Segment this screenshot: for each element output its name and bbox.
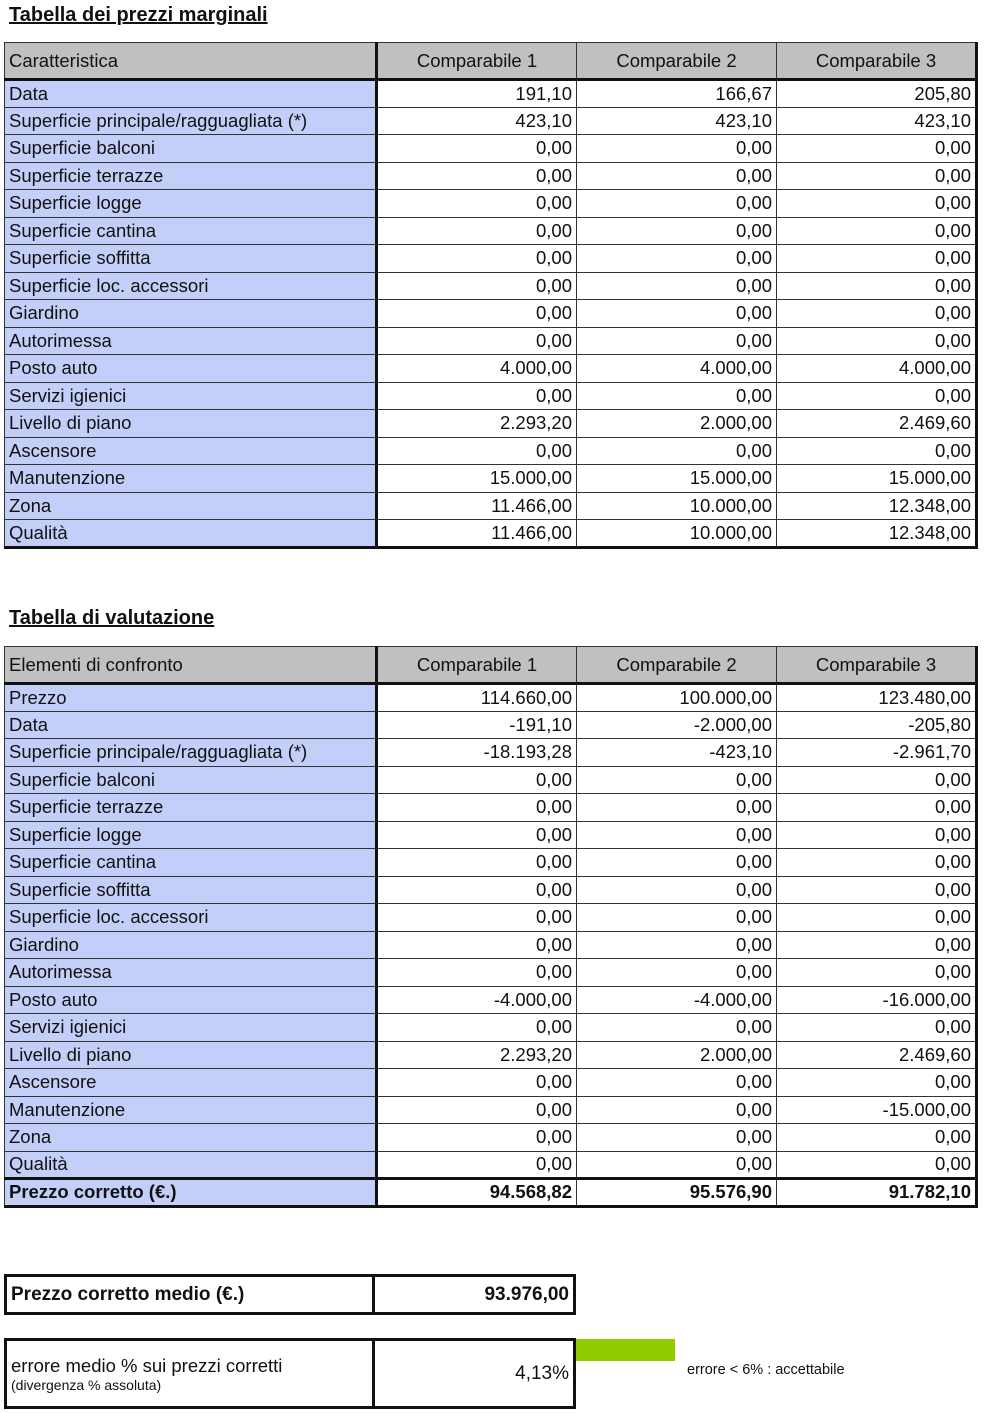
- row-label: Superficie cantina: [5, 217, 377, 245]
- row-label: Superficie loc. accessori: [5, 904, 377, 932]
- cell-value: 0,00: [377, 1151, 577, 1179]
- cell-value: 0,00: [577, 849, 777, 877]
- cell-value: 166,67: [577, 80, 777, 108]
- row-label: Qualità: [5, 1151, 377, 1179]
- cell-value: 11.466,00: [377, 492, 577, 520]
- acceptability-indicator: [576, 1339, 675, 1361]
- table-row: [5, 135, 977, 163]
- table-row: [5, 382, 977, 410]
- row-label: Servizi igienici: [5, 1014, 377, 1042]
- cell-value: 0,00: [577, 135, 777, 163]
- row-label: Giardino: [5, 931, 377, 959]
- column-header: Comparabile 3: [777, 43, 977, 80]
- cell-value: 2.469,60: [777, 410, 977, 438]
- cell-value: 0,00: [777, 821, 977, 849]
- cell-value: 0,00: [577, 162, 777, 190]
- cell-value: 12.348,00: [777, 492, 977, 520]
- error-sublabel: (divergenza % assoluta): [11, 1376, 162, 1393]
- cell-value: -2.000,00: [577, 711, 777, 739]
- cell-value: 10.000,00: [577, 520, 777, 548]
- cell-value: 0,00: [577, 190, 777, 218]
- header-row: [5, 647, 977, 684]
- cell-value: 0,00: [577, 382, 777, 410]
- cell-value: 0,00: [777, 849, 977, 877]
- cell-value: 0,00: [377, 1069, 577, 1097]
- row-label: Superficie soffitta: [5, 876, 377, 904]
- error-label: errore medio % sui prezzi corretti: [11, 1354, 283, 1376]
- cell-value: 0,00: [377, 190, 577, 218]
- row-label: Ascensore: [5, 437, 377, 465]
- column-header: Comparabile 1: [377, 43, 577, 80]
- marginal-table-title: Tabella dei prezzi marginali: [9, 4, 268, 26]
- table-row: [5, 300, 977, 328]
- table-row: [5, 217, 977, 245]
- column-header: Comparabile 3: [777, 647, 977, 684]
- column-header: Comparabile 2: [577, 647, 777, 684]
- cell-value: -18.193,28: [377, 739, 577, 767]
- cell-value: 100.000,00: [577, 684, 777, 712]
- table-row: [5, 245, 977, 273]
- table-row: [5, 272, 977, 300]
- cell-value: 2.000,00: [577, 410, 777, 438]
- table-row: [5, 190, 977, 218]
- total-value: 94.568,82: [377, 1179, 577, 1207]
- cell-value: 191,10: [377, 80, 577, 108]
- column-header: Caratteristica: [5, 43, 377, 80]
- cell-value: 0,00: [577, 1096, 777, 1124]
- cell-value: 0,00: [377, 327, 577, 355]
- cell-value: 0,00: [577, 1151, 777, 1179]
- cell-value: 0,00: [577, 1014, 777, 1042]
- total-label: Prezzo corretto (€.): [5, 1179, 377, 1207]
- header-row: [5, 43, 977, 80]
- cell-value: 0,00: [377, 245, 577, 273]
- cell-value: 114.660,00: [377, 684, 577, 712]
- error-box: [4, 1338, 576, 1409]
- table-row: [5, 986, 977, 1014]
- table-row: [5, 849, 977, 877]
- row-label: Superficie loc. accessori: [5, 272, 377, 300]
- cell-value: 0,00: [777, 904, 977, 932]
- column-header: Comparabile 2: [577, 43, 777, 80]
- cell-value: 0,00: [377, 794, 577, 822]
- cell-value: 423,10: [577, 107, 777, 135]
- cell-value: 4.000,00: [577, 355, 777, 383]
- cell-value: 0,00: [377, 1124, 577, 1152]
- cell-value: 0,00: [777, 162, 977, 190]
- avg-corrected-price-box: [4, 1274, 576, 1315]
- row-label: Livello di piano: [5, 1041, 377, 1069]
- cell-value: 0,00: [577, 766, 777, 794]
- table-row: [5, 684, 977, 712]
- cell-value: -205,80: [777, 711, 977, 739]
- row-label: Superficie principale/ragguagliata (*): [5, 739, 377, 767]
- cell-value: 15.000,00: [377, 465, 577, 493]
- cell-value: 10.000,00: [577, 492, 777, 520]
- table-row: [5, 327, 977, 355]
- cell-value: 0,00: [777, 437, 977, 465]
- table-row: [5, 794, 977, 822]
- cell-value: 0,00: [377, 1014, 577, 1042]
- table-row: [5, 931, 977, 959]
- avg-price-label: Prezzo corretto medio (€.): [7, 1277, 375, 1312]
- cell-value: 12.348,00: [777, 520, 977, 548]
- cell-value: 0,00: [377, 1096, 577, 1124]
- cell-value: 0,00: [777, 1069, 977, 1097]
- column-header: Elementi di confronto: [5, 647, 377, 684]
- cell-value: 0,00: [377, 766, 577, 794]
- cell-value: -16.000,00: [777, 986, 977, 1014]
- cell-value: 15.000,00: [777, 465, 977, 493]
- table-row: [5, 1041, 977, 1069]
- cell-value: 0,00: [777, 382, 977, 410]
- row-label: Manutenzione: [5, 1096, 377, 1124]
- cell-value: 0,00: [777, 272, 977, 300]
- row-label: Prezzo: [5, 684, 377, 712]
- row-label: Superficie cantina: [5, 849, 377, 877]
- valuation-table-title: Tabella di valutazione: [9, 607, 215, 629]
- row-label: Superficie terrazze: [5, 162, 377, 190]
- cell-value: 0,00: [577, 1069, 777, 1097]
- cell-value: 0,00: [777, 245, 977, 273]
- row-label: Autorimessa: [5, 959, 377, 987]
- cell-value: 0,00: [377, 272, 577, 300]
- cell-value: 0,00: [577, 1124, 777, 1152]
- table-row: [5, 904, 977, 932]
- table-row: [5, 739, 977, 767]
- table-row: [5, 876, 977, 904]
- cell-value: 0,00: [377, 382, 577, 410]
- table-row: [5, 162, 977, 190]
- row-label: Superficie terrazze: [5, 794, 377, 822]
- total-row: [5, 1179, 977, 1207]
- table-row: [5, 107, 977, 135]
- table-row: [5, 465, 977, 493]
- cell-value: 0,00: [577, 300, 777, 328]
- cell-value: -4.000,00: [377, 986, 577, 1014]
- cell-value: 0,00: [777, 931, 977, 959]
- table-row: [5, 821, 977, 849]
- cell-value: 0,00: [577, 904, 777, 932]
- row-label: Superficie logge: [5, 190, 377, 218]
- table-row: [5, 711, 977, 739]
- row-label: Data: [5, 80, 377, 108]
- cell-value: 0,00: [777, 959, 977, 987]
- row-label: Zona: [5, 1124, 377, 1152]
- cell-value: -15.000,00: [777, 1096, 977, 1124]
- error-value: 4,13%: [515, 1362, 569, 1384]
- table-row: [5, 437, 977, 465]
- cell-value: 423,10: [777, 107, 977, 135]
- cell-value: 0,00: [777, 1014, 977, 1042]
- cell-value: 2.293,20: [377, 410, 577, 438]
- cell-value: 0,00: [777, 190, 977, 218]
- row-label: Livello di piano: [5, 410, 377, 438]
- row-label: Zona: [5, 492, 377, 520]
- cell-value: -4.000,00: [577, 986, 777, 1014]
- cell-value: 0,00: [377, 904, 577, 932]
- cell-value: 4.000,00: [777, 355, 977, 383]
- table-row: [5, 1069, 977, 1097]
- error-label-cell: [7, 1341, 375, 1406]
- avg-price-value: 93.976,00: [484, 1283, 569, 1305]
- cell-value: 0,00: [377, 135, 577, 163]
- cell-value: 0,00: [577, 245, 777, 273]
- cell-value: 0,00: [377, 821, 577, 849]
- cell-value: 0,00: [577, 959, 777, 987]
- row-label: Superficie soffitta: [5, 245, 377, 273]
- valuation-table: [4, 646, 978, 1208]
- cell-value: 0,00: [777, 135, 977, 163]
- total-value: 95.576,90: [577, 1179, 777, 1207]
- table-row: [5, 1124, 977, 1152]
- cell-value: 4.000,00: [377, 355, 577, 383]
- table-row: [5, 1151, 977, 1179]
- cell-value: 0,00: [377, 437, 577, 465]
- cell-value: 0,00: [377, 959, 577, 987]
- row-label: Manutenzione: [5, 465, 377, 493]
- cell-value: -191,10: [377, 711, 577, 739]
- table-row: [5, 492, 977, 520]
- row-label: Data: [5, 711, 377, 739]
- cell-value: 0,00: [777, 300, 977, 328]
- cell-value: 0,00: [777, 1151, 977, 1179]
- table-row: [5, 410, 977, 438]
- cell-value: 0,00: [377, 162, 577, 190]
- cell-value: 11.466,00: [377, 520, 577, 548]
- row-label: Superficie logge: [5, 821, 377, 849]
- row-label: Servizi igienici: [5, 382, 377, 410]
- row-label: Superficie principale/ragguagliata (*): [5, 107, 377, 135]
- cell-value: -423,10: [577, 739, 777, 767]
- cell-value: 0,00: [777, 217, 977, 245]
- cell-value: 0,00: [377, 876, 577, 904]
- column-header: Comparabile 1: [377, 647, 577, 684]
- cell-value: 15.000,00: [577, 465, 777, 493]
- row-label: Ascensore: [5, 1069, 377, 1097]
- row-label: Giardino: [5, 300, 377, 328]
- cell-value: 0,00: [377, 931, 577, 959]
- row-label: Qualità: [5, 520, 377, 548]
- cell-value: 423,10: [377, 107, 577, 135]
- table-row: [5, 1096, 977, 1124]
- table-row: [5, 1014, 977, 1042]
- cell-value: 205,80: [777, 80, 977, 108]
- cell-value: 2.469,60: [777, 1041, 977, 1069]
- marginal-prices-table: [4, 42, 978, 549]
- cell-value: 0,00: [577, 876, 777, 904]
- cell-value: 0,00: [777, 1124, 977, 1152]
- cell-value: 0,00: [577, 327, 777, 355]
- row-label: Autorimessa: [5, 327, 377, 355]
- row-label: Posto auto: [5, 986, 377, 1014]
- cell-value: 0,00: [777, 794, 977, 822]
- row-label: Superficie balconi: [5, 766, 377, 794]
- cell-value: 0,00: [577, 821, 777, 849]
- cell-value: 0,00: [577, 272, 777, 300]
- acceptability-text: errore < 6% : accettabile: [687, 1362, 845, 1378]
- table-row: [5, 520, 977, 548]
- cell-value: 0,00: [377, 849, 577, 877]
- cell-value: 0,00: [577, 217, 777, 245]
- cell-value: 123.480,00: [777, 684, 977, 712]
- row-label: Superficie balconi: [5, 135, 377, 163]
- cell-value: 0,00: [777, 766, 977, 794]
- table-row: [5, 766, 977, 794]
- cell-value: -2.961,70: [777, 739, 977, 767]
- cell-value: 0,00: [377, 300, 577, 328]
- table-row: [5, 80, 977, 108]
- cell-value: 0,00: [577, 794, 777, 822]
- cell-value: 0,00: [577, 437, 777, 465]
- total-value: 91.782,10: [777, 1179, 977, 1207]
- cell-value: 2.293,20: [377, 1041, 577, 1069]
- cell-value: 0,00: [577, 931, 777, 959]
- cell-value: 2.000,00: [577, 1041, 777, 1069]
- table-row: [5, 959, 977, 987]
- table-row: [5, 355, 977, 383]
- cell-value: 0,00: [377, 217, 577, 245]
- row-label: Posto auto: [5, 355, 377, 383]
- cell-value: 0,00: [777, 327, 977, 355]
- cell-value: 0,00: [777, 876, 977, 904]
